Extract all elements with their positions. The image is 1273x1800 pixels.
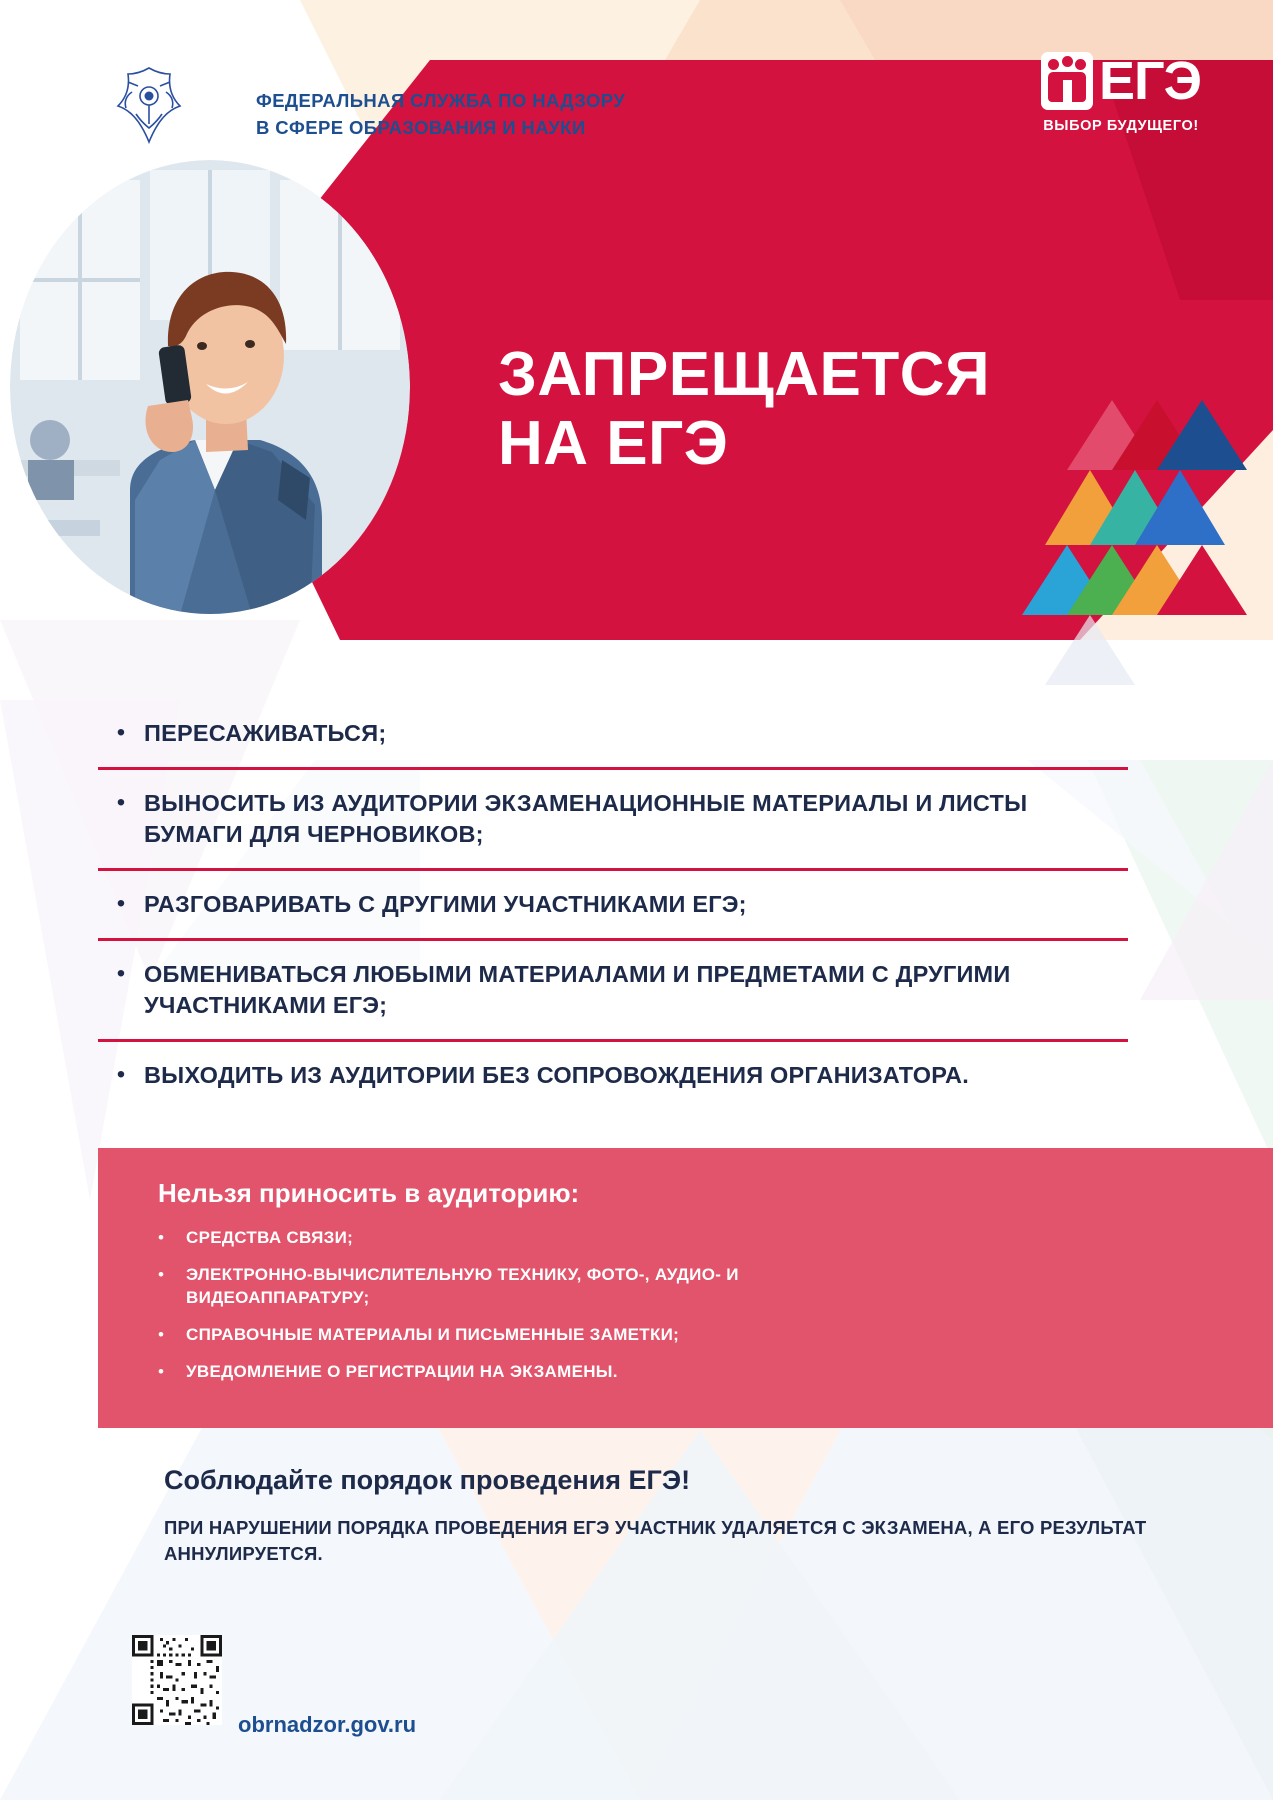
agency-name-line2: В СФЕРЕ ОБРАЗОВАНИЯ И НАУКИ <box>256 116 586 138</box>
ege-logo <box>1021 52 1221 134</box>
ege-logo-tagline: ВЫБОР БУДУЩЕГО! <box>1043 118 1199 134</box>
bullet-icon: • <box>116 789 126 817</box>
bullet-icon: • <box>158 1324 164 1344</box>
bullet-icon: • <box>116 890 126 918</box>
list-item-label: РАЗГОВАРИВАТЬ С ДРУГИМИ УЧАСТНИКАМИ ЕГЭ; <box>144 891 747 918</box>
list-item-label: УВЕДОМЛЕНИЕ О РЕГИСТРАЦИИ НА ЭКЗАМЕНЫ. <box>186 1361 618 1381</box>
list-item <box>98 941 1128 1042</box>
forbidden-items-list <box>98 1227 1273 1384</box>
list-item <box>98 700 1128 770</box>
federal-crest-icon <box>108 62 190 148</box>
list-item <box>98 1042 1128 1109</box>
list-item <box>98 1227 1273 1250</box>
notice-body: ПРИ НАРУШЕНИИ ПОРЯДКА ПРОВЕДЕНИЯ ЕГЭ УЧАСТНИК УДАЛЯЕТСЯ С ЭКЗАМЕНА, А ЕГО РЕЗУЛЬТАТ АННУЛИРУЕТСЯ. <box>164 1517 1147 1565</box>
list-item <box>98 1324 1273 1347</box>
bullet-icon: • <box>158 1228 164 1247</box>
ege-logo-text: ЕГЭ <box>1098 51 1202 111</box>
list-item <box>98 1264 1273 1310</box>
list-item-label: ВЫХОДИТЬ ИЗ АУДИТОРИИ БЕЗ СОПРОВОЖДЕНИЯ ОРГАНИЗАТОРА. <box>144 1062 969 1089</box>
page-title-line1: ЗАПРЕЩАЕТСЯ <box>498 340 991 409</box>
notice-title: Соблюдайте порядок проведения ЕГЭ! <box>164 1465 691 1495</box>
ege-people-icon <box>1041 52 1093 110</box>
list-item-label: ПЕРЕСАЖИВАТЬСЯ; <box>144 720 387 746</box>
list-item <box>98 871 1128 941</box>
qr-code[interactable] <box>132 1635 222 1725</box>
page-title-line2: НА ЕГЭ <box>498 409 729 479</box>
list-item-label: СПРАВОЧНЫЕ МАТЕРИАЛЫ И ПИСЬМЕННЫЕ ЗАМЕТКИ; <box>186 1324 680 1344</box>
bullet-icon: • <box>158 1361 164 1381</box>
list-item <box>98 770 1128 871</box>
bullet-icon: • <box>158 1264 164 1284</box>
agency-name-line1: ФЕДЕРАЛЬНАЯ СЛУЖБА ПО НАДЗОРУ <box>256 90 626 111</box>
bullet-icon: • <box>116 960 126 988</box>
forbidden-items-box <box>98 1148 1273 1428</box>
student-photo <box>10 160 410 615</box>
bullet-icon: • <box>116 1061 126 1089</box>
header <box>0 0 1273 660</box>
list-item-label: ЭЛЕКТРОННО-ВЫЧИСЛИТЕЛЬНУЮ ТЕХНИКУ, ФОТО-, АУДИО- И ВИДЕОАППАРАТУРУ; <box>186 1264 739 1307</box>
bullet-icon: • <box>116 719 126 746</box>
list-item <box>98 1361 1273 1384</box>
list-item-label: ВЫНОСИТЬ ИЗ АУДИТОРИИ ЭКЗАМЕНАЦИОННЫЕ МАТЕРИАЛЫ И ЛИСТЫ БУМАГИ ДЛЯ ЧЕРНОВИКОВ; <box>144 790 1028 848</box>
agency-name <box>256 88 625 142</box>
list-item-label: СРЕДСТВА СВЯЗИ; <box>186 1228 354 1247</box>
website-link[interactable]: obrnadzor.gov.ru <box>238 1712 417 1737</box>
prohibited-actions-list <box>98 700 1128 1109</box>
forbidden-items-title: Нельзя приносить в аудиторию: <box>158 1178 580 1208</box>
list-item-label: ОБМЕНИВАТЬСЯ ЛЮБЫМИ МАТЕРИАЛАМИ И ПРЕДМЕТАМИ С ДРУГИМИ УЧАСТНИКАМИ ЕГЭ; <box>144 961 1011 1019</box>
page-title <box>498 340 990 479</box>
